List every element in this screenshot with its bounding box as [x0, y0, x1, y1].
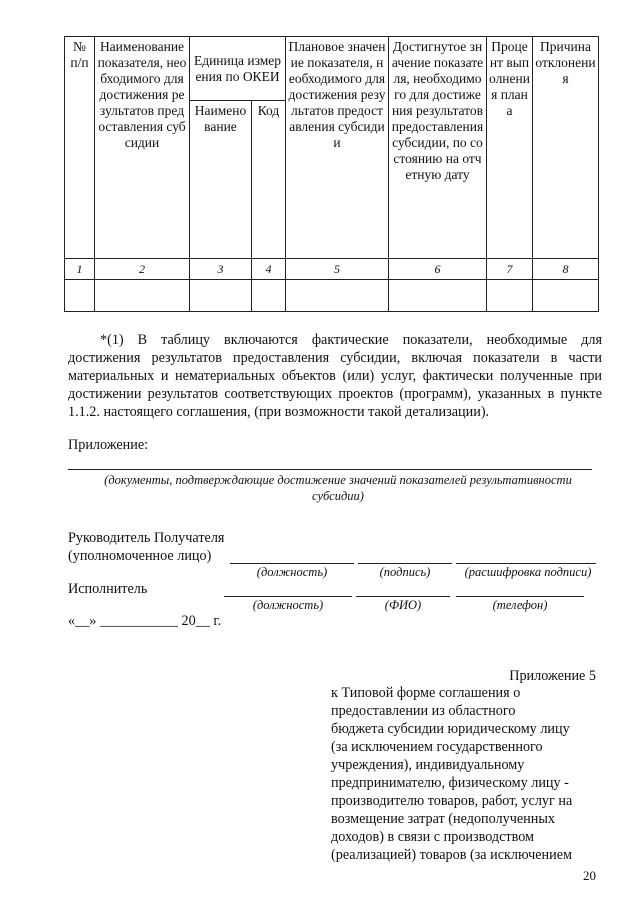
annex-title: Приложение 5	[509, 668, 596, 684]
col-number-5: 5	[286, 259, 389, 280]
col-number-6: 6	[389, 259, 487, 280]
head-position-caption: (должность)	[256, 565, 328, 579]
col-number-8: 8	[533, 259, 599, 280]
head-label-2: (уполномоченное лицо)	[68, 548, 212, 564]
indicators-table	[64, 36, 599, 312]
executor-position-line	[224, 596, 352, 597]
col-number-1: 1	[65, 259, 95, 280]
header-number: № п/п	[65, 37, 95, 259]
header-unit-name: Наименование	[190, 101, 252, 259]
executor-position-caption: (должность)	[252, 598, 324, 612]
header-indicator-name: Наименование показателя, необходимого для достижения результатов предоставления субсидии	[95, 37, 190, 259]
head-signature-caption: (подпись)	[379, 565, 431, 579]
header-percent: Процент выполнения плана	[487, 37, 533, 259]
executor-name-line	[356, 596, 450, 597]
header-unit-okei: Единица измерения по ОКЕИ	[190, 37, 286, 101]
date-line: «__» ___________ 20__ г.	[68, 613, 222, 629]
head-position-line	[230, 563, 354, 564]
head-decoding-line	[456, 563, 596, 564]
executor-name-caption: (ФИО)	[384, 598, 422, 612]
header-planned-value: Плановое значение показателя, необходимого для достижения результатов предоставления субсидии	[286, 37, 389, 259]
appendix-line	[68, 469, 592, 470]
table-row	[65, 280, 599, 312]
footnote: *(1) В таблицу включаются фактические показатели, необходимые для достижения результатов предоставления субсидии, включая показатели в части материальных и нематериальных объектов (или) услуг, фактически полученные при достижении результатов соответствующих проектов (программ), указанных в пункте 1.1.2. настоящего соглашения, (при возможности такой детализации).	[68, 332, 602, 420]
appendix-caption: (документы, подтверждающие достижение значений показателей результативности субсидии)	[104, 473, 572, 503]
header-deviation-reason: Причина отклонения	[533, 37, 599, 259]
col-number-3: 3	[190, 259, 252, 280]
header-unit-code: Код	[252, 101, 286, 259]
appendix-label: Приложение:	[68, 437, 149, 453]
header-achieved-value: Достигнутое значение показателя, необходимого для достижения результатов предоставления субсидии, по состоянию на отчетную дату	[389, 37, 487, 259]
head-decoding-caption: (расшифровка подписи)	[464, 565, 592, 579]
page-number: 20	[583, 868, 596, 883]
col-number-2: 2	[95, 259, 190, 280]
col-number-7: 7	[487, 259, 533, 280]
executor-phone-line	[456, 596, 584, 597]
head-label-1: Руководитель Получателя	[68, 530, 225, 546]
annex-description: к Типовой форме соглашения о предоставлении из областного бюджета субсидии юридическому лицу (за исключением государственного учреждения), индивидуальному предпринимателю, физическому лицу - производителю товаров, работ, услуг на возмещение затрат (недополученных доходов) в связи с производством (реализацией) товаров (за исключением	[331, 685, 573, 863]
executor-label: Исполнитель	[68, 581, 148, 597]
executor-phone-caption: (телефон)	[492, 598, 548, 612]
head-signature-line	[358, 563, 452, 564]
col-number-4: 4	[252, 259, 286, 280]
